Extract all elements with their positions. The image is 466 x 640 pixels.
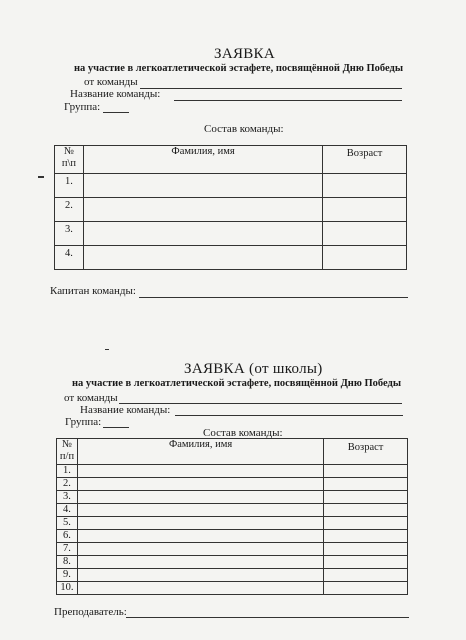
row-number: 6. [57,530,78,543]
name-cell[interactable] [83,246,322,270]
table-row[interactable] [57,504,408,517]
form1-from-team-line[interactable] [140,88,402,89]
form1-header-num: № п\п [55,146,84,174]
table-row[interactable] [55,222,407,246]
form1-group-line[interactable] [103,112,129,113]
name-cell[interactable] [77,478,323,491]
name-cell[interactable] [77,504,323,517]
row-number: 9. [57,569,78,582]
row-number: 7. [57,543,78,556]
row-number: 4. [55,246,84,270]
table-row[interactable] [55,174,407,198]
form1-from-team-label: от команды [84,76,138,88]
age-cell[interactable] [323,222,407,246]
form2-roster-heading: Состав команды: [203,427,283,439]
name-cell[interactable] [77,556,323,569]
row-number: 1. [57,465,78,478]
row-number: 1. [55,174,84,198]
name-cell[interactable] [83,198,322,222]
row-number: 3. [57,491,78,504]
age-cell[interactable] [323,174,407,198]
form2-header-num: № п/п [57,439,78,465]
row-number: 8. [57,556,78,569]
form1-table-header-row [55,146,407,174]
table-row[interactable] [57,543,408,556]
age-cell[interactable] [324,569,408,582]
table-row[interactable] [57,465,408,478]
row-number: 4. [57,504,78,517]
age-cell[interactable] [323,246,407,270]
table-row[interactable] [55,246,407,270]
table-row[interactable] [57,530,408,543]
form2-teacher-label: Преподаватель: [54,606,127,618]
table-row[interactable] [57,491,408,504]
table-row[interactable] [55,198,407,222]
name-cell[interactable] [77,517,323,530]
name-cell[interactable] [77,491,323,504]
form2-team-name-label: Название команды: [80,404,171,416]
name-cell[interactable] [77,582,323,595]
age-cell[interactable] [324,530,408,543]
form1-group-label: Группа: [64,101,101,113]
form2-group-label: Группа: [65,416,102,428]
table-row[interactable] [57,517,408,530]
form2-header-name: Фамилия, имя [77,439,323,465]
form1-captain-line[interactable] [139,297,408,298]
name-cell[interactable] [83,174,322,198]
name-cell[interactable] [83,222,322,246]
form2-header-age: Возраст [324,439,408,465]
form1-team-name-line[interactable] [174,100,402,101]
form2-title: ЗАЯВКА (от школы) [184,361,323,377]
form1-captain-label: Капитан команды: [50,285,136,297]
table-row[interactable] [57,569,408,582]
form2-subtitle: на участие в легкоатлетической эстафете, посвящённой Дню Победы [72,378,402,389]
table-row[interactable] [57,556,408,569]
form1-team-name-label: Название команды: [70,88,161,100]
form2-table-header-row [57,439,408,465]
form2-team-name-line[interactable] [175,415,403,416]
row-number: 5. [57,517,78,530]
form1-header-age: Возраст [323,146,407,174]
name-cell[interactable] [77,465,323,478]
age-cell[interactable] [324,582,408,595]
table-row[interactable] [57,582,408,595]
age-cell[interactable] [323,198,407,222]
form2-teacher-line[interactable] [126,617,409,618]
row-number: 2. [57,478,78,491]
age-cell[interactable] [324,556,408,569]
age-cell[interactable] [324,517,408,530]
form2-roster-table [56,438,408,595]
table-row[interactable] [57,478,408,491]
form2-group-line[interactable] [103,427,129,428]
name-cell[interactable] [77,569,323,582]
row-number: 2. [55,198,84,222]
age-cell[interactable] [324,465,408,478]
age-cell[interactable] [324,478,408,491]
form2-from-team-label: от команды [64,392,118,404]
form1-header-name: Фамилия, имя [83,146,322,174]
row-number: 3. [55,222,84,246]
age-cell[interactable] [324,504,408,517]
age-cell[interactable] [324,543,408,556]
row-number: 10. [57,582,78,595]
name-cell[interactable] [77,530,323,543]
scan-mark [105,349,109,350]
form1-subtitle: на участие в легкоатлетической эстафете, посвящённой Дню Победы [74,63,404,74]
form1-roster-table [54,145,407,270]
form1-title: ЗАЯВКА [214,46,275,62]
form1-roster-heading: Состав команды: [204,123,284,135]
scan-mark [38,176,44,178]
name-cell[interactable] [77,543,323,556]
age-cell[interactable] [324,491,408,504]
